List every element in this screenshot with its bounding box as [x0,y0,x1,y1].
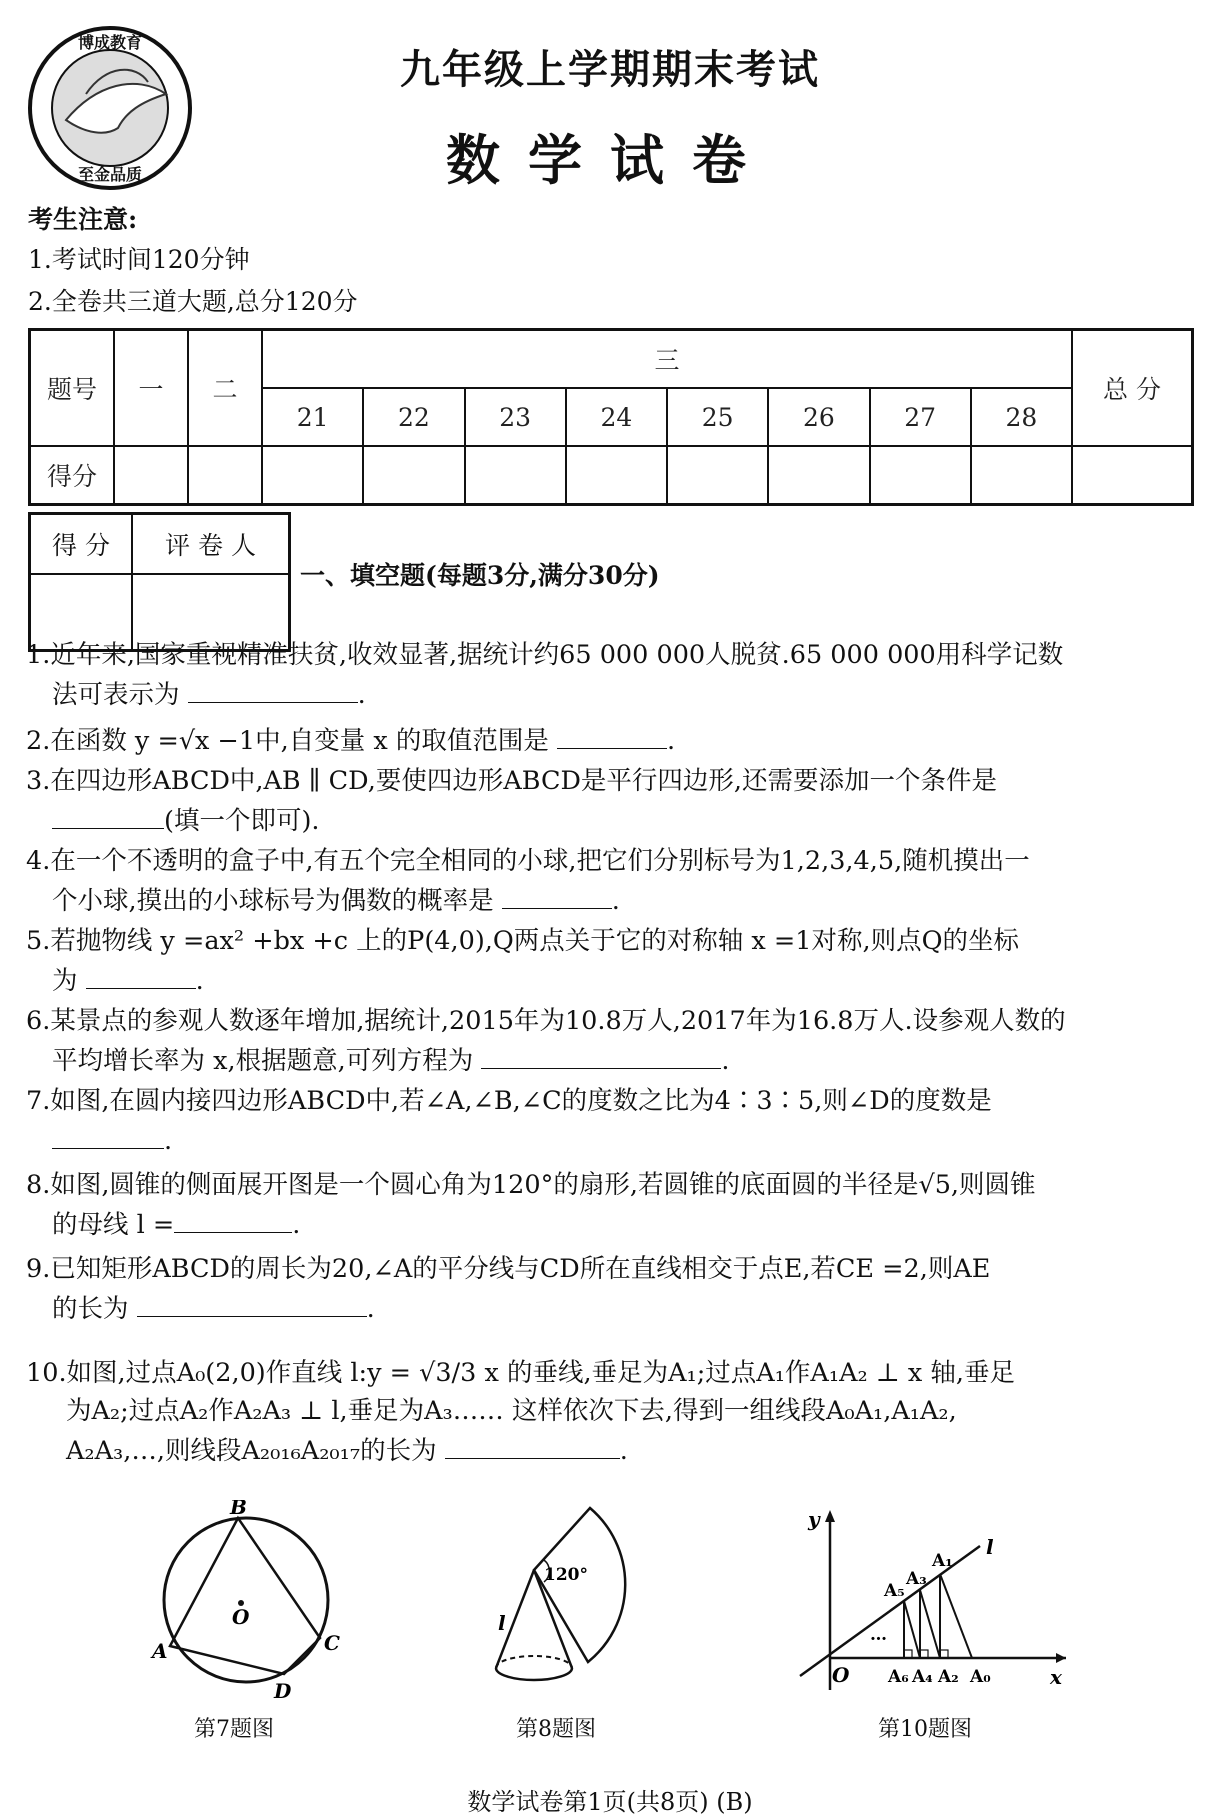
label-o: O [232,1605,250,1629]
page-footer: 数学试卷第1页(共8页) (B) [467,1788,753,1816]
label-b: B [230,1500,247,1519]
question-text: 7.如图,在圆内接四边形ABCD中,若∠A,∠B,∠C的度数之比为4∶3∶5,则∠D的度数是 [26,1086,992,1116]
question-text: 6.某景点的参观人数逐年增加,据统计,2015年为10.8万人,2017年为16.8万人.设参观人数的 [26,1006,1066,1036]
answer-blank[interactable] [188,674,358,703]
col-q22: 22 [363,388,464,446]
question-text: 为A₂;过点A₂作A₂A₃ ⊥ l,垂足为A₃…… 这样依次下去,得到一组线段A₀A₁,A₁A₂, [66,1396,957,1426]
exam-title: 九年级上学期期末考试 [400,46,820,93]
logo-bottom-text: 至金品质 [77,165,143,184]
question-text: 4.在一个不透明的盒子中,有五个完全相同的小球,把它们分别标号为1,2,3,4,5,随机摸出一 [26,846,1030,876]
col-section-three: 三 [262,330,1072,389]
angle-label: 120° [544,1565,588,1585]
question-7: 7.如图,在圆内接四边形ABCD中,若∠A,∠B,∠C的度数之比为4∶3∶5,则∠D的度数是 . [26,1082,1196,1160]
score-cell[interactable] [363,446,464,505]
col-total: 总 分 [1072,330,1193,447]
score-cell[interactable] [870,446,971,505]
figure-8-caption: 第8题图 [516,1717,596,1742]
question-4: 4.在一个不透明的盒子中,有五个完全相同的小球,把它们分别标号为1,2,3,4,5,随机摸出一 个小球,摸出的小球标号为偶数的概率是 . [26,842,1196,920]
col-q25: 25 [667,388,768,446]
col-q23: 23 [465,388,566,446]
col-q24: 24 [566,388,667,446]
label-a5: A₅ [884,1581,905,1601]
ellipsis-label: … [870,1625,887,1645]
grader-name-label: 评 卷 人 [132,514,290,575]
question-text: 的长为 [52,1294,129,1324]
row-label-question: 题号 [30,330,115,447]
question-3 [26,762,1196,840]
question-text: 2.在函数 y =√x −1中,自变量 x 的取值范围是 [26,726,549,756]
origin-label: O [832,1663,850,1687]
question-text: 8.如图,圆锥的侧面展开图是一个圆心角为120°的扇形,若圆锥的底面圆的半径是√5,则圆锥 [26,1170,1036,1200]
score-cell[interactable] [465,446,566,505]
answer-blank[interactable] [86,960,196,989]
score-cell[interactable] [768,446,869,505]
figure-8 [478,1500,658,1700]
label-d: D [274,1679,292,1700]
question-1: 1.近年来,国家重视精准扶贫,收效显著,据统计约65 000 000人脱贫.65 000 000用科学记数 法可表示为 . [26,636,1196,714]
label-a6: A₆ [888,1667,909,1687]
question-text: 为 [52,966,78,996]
grader-box [28,512,291,652]
answer-blank[interactable] [481,1040,721,1069]
grader-score-label: 得 分 [30,514,133,575]
question-8: 8.如图,圆锥的侧面展开图是一个圆心角为120°的扇形,若圆锥的底面圆的半径是√5,则圆锥 的母线 l = . [26,1166,1196,1244]
question-9: 9.已知矩形ABCD的周长为20,∠A的平分线与CD所在直线相交于点E,若CE =2,则AE 的长为 . [26,1250,1196,1328]
score-cell[interactable] [971,446,1072,505]
answer-blank[interactable] [445,1430,620,1459]
question-10: 10.如图,过点A₀(2,0)作直线 l:y = √3/3 x 的垂线,垂足为A₁;过点A₁作A₁A₂ ⊥ x 轴,垂足 为A₂;过点A₂作A₂A₃ ⊥ l,垂足为A₃…… 这样依次下去,得到一组线段A₀A₁,A₁A₂, A₂A₃,…,则线段A₂₀₁₆A₂₀₁₇的长为 . [26,1354,1196,1470]
label-a1: A₁ [932,1551,953,1571]
question-text: 10.如图,过点A₀(2,0)作直线 l:y = √3/3 x 的垂线,垂足为A₁;过点A₁作A₁A₂ ⊥ x 轴,垂足 [26,1358,1015,1388]
question-text: 法可表示为 [52,680,180,710]
notice-item: 1.考试时间120分钟 [28,245,250,274]
line-l [800,1546,980,1676]
answer-blank[interactable] [52,800,164,829]
answer-blank[interactable] [557,720,667,749]
row-label-score: 得分 [30,446,115,505]
label-a0: A₀ [970,1667,991,1687]
question-text: 个小球,摸出的小球标号为偶数的概率是 [52,886,494,916]
question-text: 的母线 l = [52,1210,175,1240]
score-cell[interactable] [262,446,363,505]
sector-shape [534,1508,625,1662]
figure-10 [790,1500,1070,1710]
figure-7-caption: 第7题图 [194,1717,274,1742]
axis-y-label: y [808,1507,820,1531]
question-text: (填一个即可). [164,806,320,836]
score-cell[interactable] [667,446,768,505]
line-l-label: l [986,1535,994,1559]
circle-shape [164,1518,328,1682]
figure-7 [150,1500,350,1700]
score-table [28,328,1194,506]
col-q21: 21 [262,388,363,446]
logo-top-text: 博成教育 [77,33,143,52]
section-one-heading: 一、填空题(每题3分,满分30分) [300,561,660,590]
score-cell[interactable] [188,446,262,505]
label-a3: A₃ [906,1569,927,1589]
label-a: A [152,1639,168,1663]
col-q26: 26 [768,388,869,446]
score-cell[interactable] [1072,446,1193,505]
score-cell[interactable] [566,446,667,505]
question-text: 平均增长率为 x,根据题意,可列方程为 [52,1046,474,1076]
question-text: 5.若抛物线 y =ax² +bx +c 上的P(4,0),Q两点关于它的对称轴 x =1对称,则点Q的坐标 [26,926,1019,956]
quadrilateral-abcd [170,1518,320,1674]
question-text: 1.近年来,国家重视精准扶贫,收效显著,据统计约65 000 000人脱贫.65 000 000用科学记数 [26,640,1064,670]
label-c: C [324,1631,340,1655]
label-a4: A₄ [912,1667,933,1687]
question-text: A₂A₃,…,则线段A₂₀₁₆A₂₀₁₇的长为 [66,1436,437,1466]
label-l: l [498,1611,506,1635]
label-a2: A₂ [938,1667,959,1687]
question-2: 2.在函数 y =√x −1中,自变量 x 的取值范围是 . [26,720,1196,760]
answer-blank[interactable] [137,1288,367,1317]
notice-item: 2.全卷共三道大题,总分120分 [28,287,358,316]
answer-blank[interactable] [52,1120,164,1149]
question-text: 3.在四边形ABCD中,AB ∥ CD,要使四边形ABCD是平行四边形,还需要添加一个条件是 [26,766,998,796]
question-6: 6.某景点的参观人数逐年增加,据统计,2015年为10.8万人,2017年为16.8万人.设参观人数的 平均增长率为 x,根据题意,可列方程为 . [26,1002,1196,1080]
answer-blank[interactable] [174,1204,292,1233]
col-q28: 28 [971,388,1072,446]
score-cell[interactable] [114,446,188,505]
axis-x-label: x [1050,1665,1062,1689]
answer-blank[interactable] [502,880,612,909]
question-text: 9.已知矩形ABCD的周长为20,∠A的平分线与CD所在直线相交于点E,若CE =2,则AE [26,1254,991,1284]
col-section-two: 二 [188,330,262,447]
col-q27: 27 [870,388,971,446]
paper-title: 数学试卷 [446,128,774,192]
figure-10-caption: 第10题图 [878,1717,972,1742]
col-section-one: 一 [114,330,188,447]
notice-title: 考生注意: [28,205,138,234]
question-5: 5.若抛物线 y =ax² +bx +c 上的P(4,0),Q两点关于它的对称轴 x =1对称,则点Q的坐标 为 . [26,922,1196,1000]
